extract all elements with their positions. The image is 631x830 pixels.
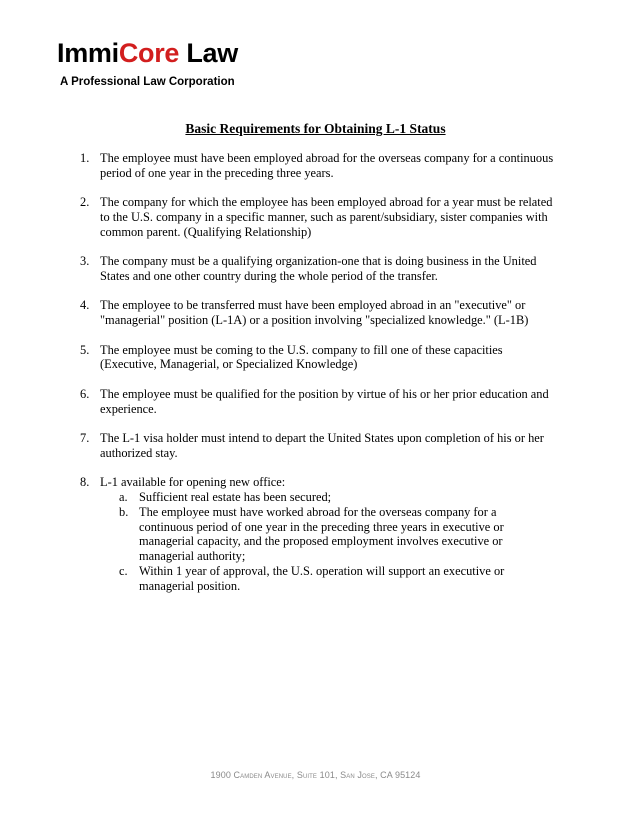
new-office-sublist [100, 490, 561, 594]
sub-requirement-letter: b. [119, 504, 129, 519]
requirement-number: 8. [80, 475, 90, 490]
requirement-number: 7. [80, 430, 90, 445]
logo-accent: Core [118, 38, 180, 68]
requirements-list [0, 151, 631, 608]
requirement-text: The company must be a qualifying organization-one that is doing business in the United States and one other country during the whole period of the transfer. [100, 254, 537, 283]
logo-suffix: Law [179, 38, 238, 68]
requirement-number: 4. [80, 298, 90, 313]
sub-requirement-text: Within 1 year of approval, the U.S. operation will support an executive or managerial position. [139, 563, 505, 593]
sub-requirement-text: The employee must have worked abroad for the overseas company for a continuous period of one year in the preceding three years in executive or managerial capacity, and the proposed employment involves executive or managerial authority; [139, 504, 504, 564]
requirement-item [0, 151, 631, 181]
firm-logo [57, 36, 238, 70]
sub-requirement-item [100, 505, 561, 564]
logo-prefix: Immi [57, 38, 119, 68]
requirement-item [0, 343, 631, 373]
requirement-item [0, 254, 631, 284]
requirement-text: L-1 available for opening new office: [100, 475, 286, 490]
requirement-number: 1. [80, 151, 90, 165]
footer-address: 1900 Camden Avenue, Suite 101, San Jose, CA 95124 [210, 770, 421, 780]
requirement-number: 6. [80, 386, 90, 401]
requirement-number: 3. [80, 254, 90, 269]
requirement-text: The employee must have been employed abroad for the overseas company for a continuous period of one year in the preceding three years. [100, 151, 554, 180]
requirement-text: The company for which the employee has been employed abroad for a year must be related to the U.S. company in a specific manner, such as parent/subsidiary, sister companies with common parent. (Qualifying Relationship) [100, 195, 553, 239]
document-title: Basic Requirements for Obtaining L-1 Status [185, 121, 446, 136]
requirement-item [0, 195, 631, 239]
requirement-number: 2. [80, 195, 90, 210]
sub-requirement-letter: c. [119, 563, 128, 578]
requirement-text: The employee must be qualified for the position by virtue of his or her prior education and experience. [100, 386, 549, 416]
requirement-item [0, 298, 631, 328]
sub-requirement-letter: a. [119, 489, 128, 504]
requirement-text: The employee must be coming to the U.S. company to fill one of these capacities (Executive, Managerial, or Specialized Knowledge) [100, 342, 503, 372]
requirement-item [0, 387, 631, 417]
requirement-item [0, 431, 631, 461]
requirement-item [0, 475, 631, 593]
sub-requirement-text: Sufficient real estate has been secured; [139, 489, 332, 504]
requirement-number: 5. [80, 342, 90, 357]
sub-requirement-item [100, 490, 561, 505]
sub-requirement-item [100, 564, 561, 594]
firm-tagline: A Professional Law Corporation [60, 76, 235, 88]
requirement-text: The L-1 visa holder must intend to depart the United States upon completion of his or her authorized stay. [100, 430, 544, 460]
requirement-text: The employee to be transferred must have been employed abroad in an "executive" or "managerial" position (L-1A) or a position involving "specialized knowledge." (L-1B) [100, 298, 529, 328]
